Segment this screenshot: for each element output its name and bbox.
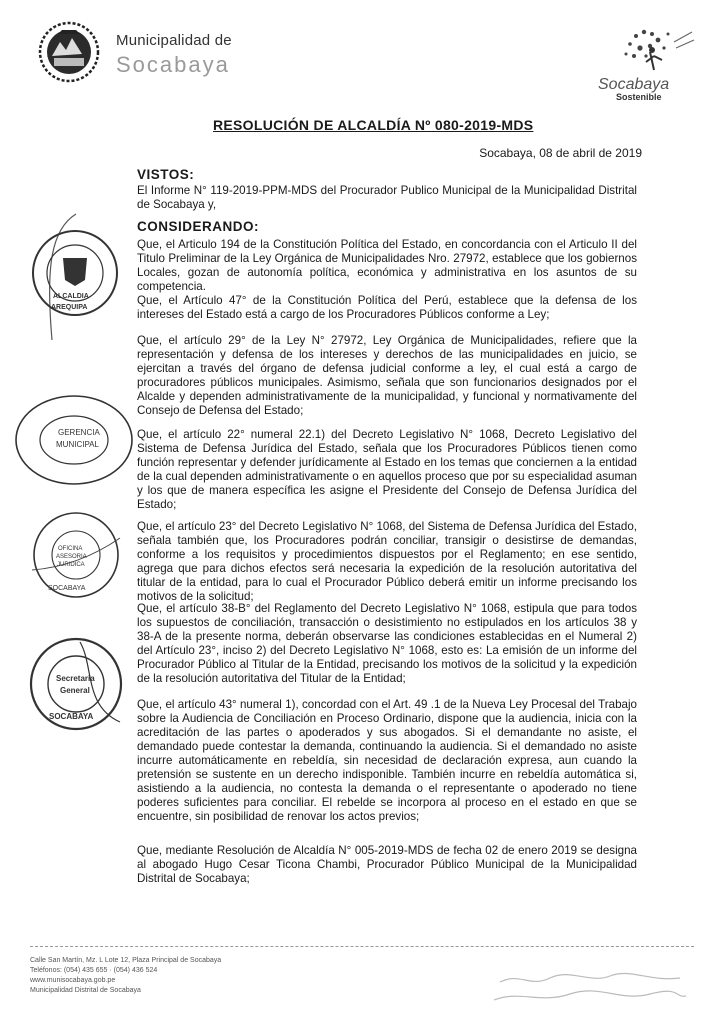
considerando-paragraph: Que, el Artículo 47° de la Constitución Política del Perú, establece que la defensa de los intereses del Estado está a cargo de los Procuradores Públicos conforme a Ley; xyxy=(137,294,637,321)
footer-facebook: Municipalidad Distrital de Socabaya xyxy=(30,987,141,994)
vistos-heading: VISTOS: xyxy=(137,167,195,182)
municipality-shield-logo xyxy=(38,20,100,84)
vistos-paragraph: El Informe N° 119-2019-PPM-MDS del Procurador Publico Municipal de la Municipalidad Distrital de Socabaya y, xyxy=(137,184,637,211)
considerando-paragraph: Que, el artículo 38-B° del Reglamento del Decreto Legislativo N° 1068, estipula que para todos los supuestos de conciliación, transacción o desistimiento no estipulados en los artículos 38 y 38-A de la presente norma, deberán observarse las condiciones establecidas en el Numeral 2) del Artículo 23°, inciso 2) del Decreto Legislativo N° 1068, esto es: La emisión de un informe del Procurador Público al Titular de la Entidad, precisando los motivos de la solicitud y la expedición de la resolución autoritativa del Titular de la Entidad; xyxy=(137,602,637,685)
alcaldia-stamp-bottom: AREQUIPA xyxy=(51,304,88,311)
considerando-paragraph: Que, el artículo 29° de la Ley N° 27972, Ley Orgánica de Municipalidades, refiere que la representación y defensa de los intereses y derechos de las municipalidades en juicio, se ejercitan a través del órgano de defensa judicial conforme a ley, el cual está a cargo de procuradores públicos municipales. Asimismo, señala que son funcionarios designados por el Alcalde y dependen administrativamente de la municipalidad, y funcional y normativamente del Consejo de Defensa del Estado; xyxy=(137,334,637,417)
alcaldia-stamp-label: ALCALDIA xyxy=(53,293,89,300)
faint-handwritten-signature xyxy=(490,968,690,1008)
footer-phone: Teléfonos: (054) 435 655 · (054) 436 524 xyxy=(30,967,158,974)
considerando-paragraph: Que, mediante Resolución de Alcaldía N° 005-2019-MDS de fecha 02 de enero 2019 se designa al abogado Hugo Cesar Ticona Chambi, Procurador Público Municipal de la Municipalidad Distrital de Socabaya; xyxy=(137,844,637,885)
municipality-label: Municipalidad de xyxy=(116,32,232,49)
considerando-paragraph: Que, el artículo 43° numeral 1), concordad con el Art. 49 .1 de la Nueva Ley Procesal del Trabajo sobre la Audiencia de Conciliación en Proceso Ordinario, dispone que la audiencia, inicia con la acreditación de las partes o apoderados y sus abogados. Si el demandante no asiste, el demandado puede contestar la demanda, continuando la audiencia. Si el demandado no asiste incurre automáticamente en rebeldía, sin necesidad de declaración expresa, aun cuando la pretensión se sustente en un derecho indisponible. También incurre en rebeldía automática si, asistiendo a la audiencia, no contesta la demanda o el representante o apoderado no tiene poderes suficientes para conciliar. El rebelde se incorpora al proceso en el estado en que se encuentre, sin posibilidad de renovar los actos previos; xyxy=(137,698,637,823)
sostenible-brand-name: Socabaya xyxy=(598,76,670,93)
asesoria-stamp-label: OFICINA xyxy=(58,546,83,552)
socabaya-sostenible-logo xyxy=(606,26,696,78)
secretaria-stamp-bottom: SOCABAYA xyxy=(49,712,94,721)
asesoria-stamp-bottom: SOCABAYA xyxy=(48,585,86,592)
gerencia-stamp-label-2: MUNICIPAL xyxy=(56,440,99,449)
footer-contact xyxy=(30,956,221,996)
considerando-paragraph: Que, el artículo 22° numeral 22.1) del Decreto Legislativo N° 1068, Decreto Legislativo del Sistema de Defensa Jurídica del Estado, señala que los Procuradores Públicos tienen como función representar y defender jurídicamente al Estado en los temas que conciernen a la entidad de la cual dependen administrativamente o en aquellos proceso que por su especialidad asuman y los que de manera específica les asigne el Presidente del Consejo de Defensa Jurídica del Estado; xyxy=(137,428,637,511)
considerando-heading: CONSIDERANDO: xyxy=(137,219,260,234)
considerando-paragraph: Que, el Articulo 194 de la Constitución Política del Estado, en concordancia con el Articulo II del Titulo Preliminar de la Ley Orgánica de Municipalidades Nro. 27972, establece que los gobiernos Locales, gozan de autonomía política, económica y administrativa en los asuntos de su competencia. xyxy=(137,238,637,293)
resolution-date: Socabaya, 08 de abril de 2019 xyxy=(479,146,642,160)
footer-divider xyxy=(30,946,694,947)
considerando-paragraph: Que, el artículo 23° del Decreto Legislativo N° 1068, del Sistema de Defensa Jurídica del Estado, señala también que, los Procuradores podrán conciliar, transigir o desistirse de demandas, conforme a los requisitos y procedimientos dispuestos por el Reglamento; en ese sentido, agrega que para dichos efectos será necesaria la expedición de la resolución autoritativa del titular de la entidad, para lo cual el Procurador Público deberá emitir un informe precisando los motivos de la solicitud; xyxy=(137,520,637,603)
asesoria-stamp-label-2: ASESORIA xyxy=(56,554,87,560)
secretaria-stamp-label-2: General xyxy=(60,686,90,695)
footer-web: www.munisocabaya.gob.pe xyxy=(30,977,116,984)
gerencia-stamp-label: GERENCIA xyxy=(58,428,100,437)
sostenible-brand-subtitle: Sostenible xyxy=(616,92,662,102)
asesoria-stamp-label-3: JURIDICA xyxy=(57,562,85,568)
secretaria-stamp-label: Secretaria xyxy=(56,674,95,683)
footer-address: Calle San Martín, Mz. L Lote 12, Plaza Principal de Socabaya xyxy=(30,957,222,964)
resolution-title: RESOLUCIÓN DE ALCALDÍA Nº 080-2019-MDS xyxy=(213,117,534,133)
municipality-name: Socabaya xyxy=(116,52,230,77)
